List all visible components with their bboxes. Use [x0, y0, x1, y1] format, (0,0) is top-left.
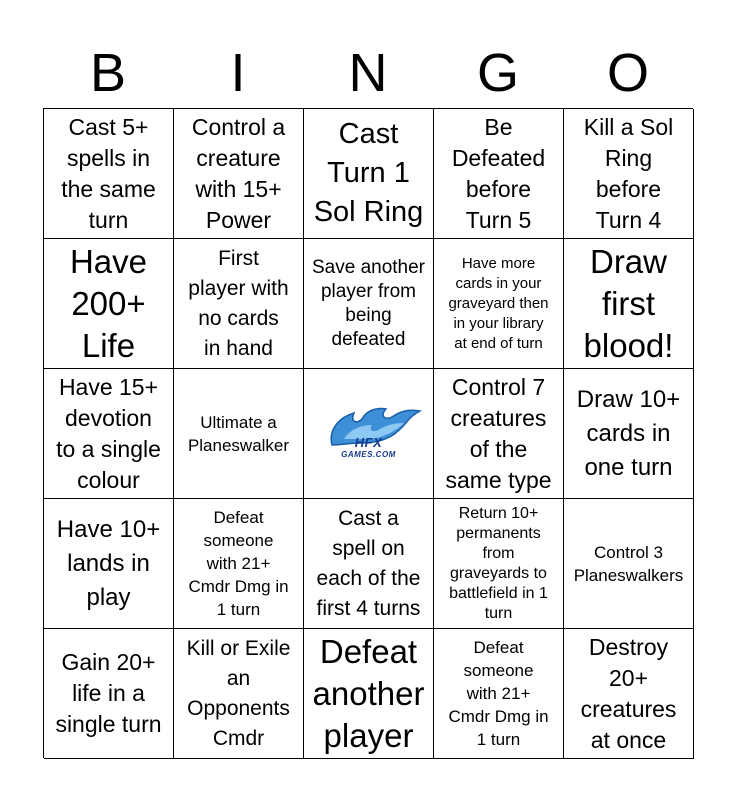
bingo-cell[interactable]: Ultimate a Planeswalker: [174, 369, 304, 499]
bingo-cell[interactable]: Control 3 Planeswalkers: [564, 499, 694, 629]
bingo-cell[interactable]: Save another player from being defeated: [304, 239, 434, 369]
bingo-cell[interactable]: Draw 10+ cards in one turn: [564, 369, 694, 499]
free-space-cell[interactable]: [304, 369, 434, 499]
bingo-cell[interactable]: Control a creature with 15+ Power: [174, 109, 304, 239]
bingo-cell[interactable]: Destroy 20+ creatures at once: [564, 629, 694, 759]
bingo-cell[interactable]: Have 15+ devotion to a single colour: [44, 369, 174, 499]
bingo-cell[interactable]: First player with no cards in hand: [174, 239, 304, 369]
header-letter-b: B: [89, 43, 127, 103]
bingo-cell[interactable]: Cast 5+ spells in the same turn: [44, 109, 174, 239]
bingo-cell[interactable]: Gain 20+ life in a single turn: [44, 629, 174, 759]
header-letter-g: G: [476, 43, 519, 103]
bingo-cell[interactable]: Have 10+ lands in play: [44, 499, 174, 629]
bingo-cell[interactable]: Cast Turn 1 Sol Ring: [304, 109, 434, 239]
bingo-cell[interactable]: Defeat someone with 21+ Cmdr Dmg in 1 turn: [174, 499, 304, 629]
bingo-cell[interactable]: Control 7 creatures of the same type: [434, 369, 564, 499]
bingo-cell[interactable]: Kill or Exile an Opponents Cmdr: [174, 629, 304, 759]
bingo-cell[interactable]: Defeat another player: [304, 629, 434, 759]
logo-text: HFX: [354, 434, 383, 450]
bingo-cell[interactable]: Have more cards in your graveyard then in your library at end of turn: [434, 239, 564, 369]
bingo-cell[interactable]: Defeat someone with 21+ Cmdr Dmg in 1 turn: [434, 629, 564, 759]
bingo-header: [43, 38, 693, 108]
bingo-cell[interactable]: Draw first blood!: [564, 239, 694, 369]
header-letter-o: O: [606, 43, 649, 103]
hfx-games-logo: [310, 399, 428, 469]
header-letter-i: I: [230, 43, 246, 103]
bingo-cell[interactable]: Be Defeated before Turn 5: [434, 109, 564, 239]
bingo-cell[interactable]: Have 200+ Life: [44, 239, 174, 369]
header-letter-n: N: [348, 43, 388, 103]
bingo-board: [43, 108, 693, 758]
bingo-cell[interactable]: Return 10+ permanents from graveyards to battlefield in 1 turn: [434, 499, 564, 629]
bingo-cell[interactable]: Cast a spell on each of the first 4 turns: [304, 499, 434, 629]
logo-subtext: GAMES.COM: [341, 449, 396, 459]
bingo-cell[interactable]: Kill a Sol Ring before Turn 4: [564, 109, 694, 239]
